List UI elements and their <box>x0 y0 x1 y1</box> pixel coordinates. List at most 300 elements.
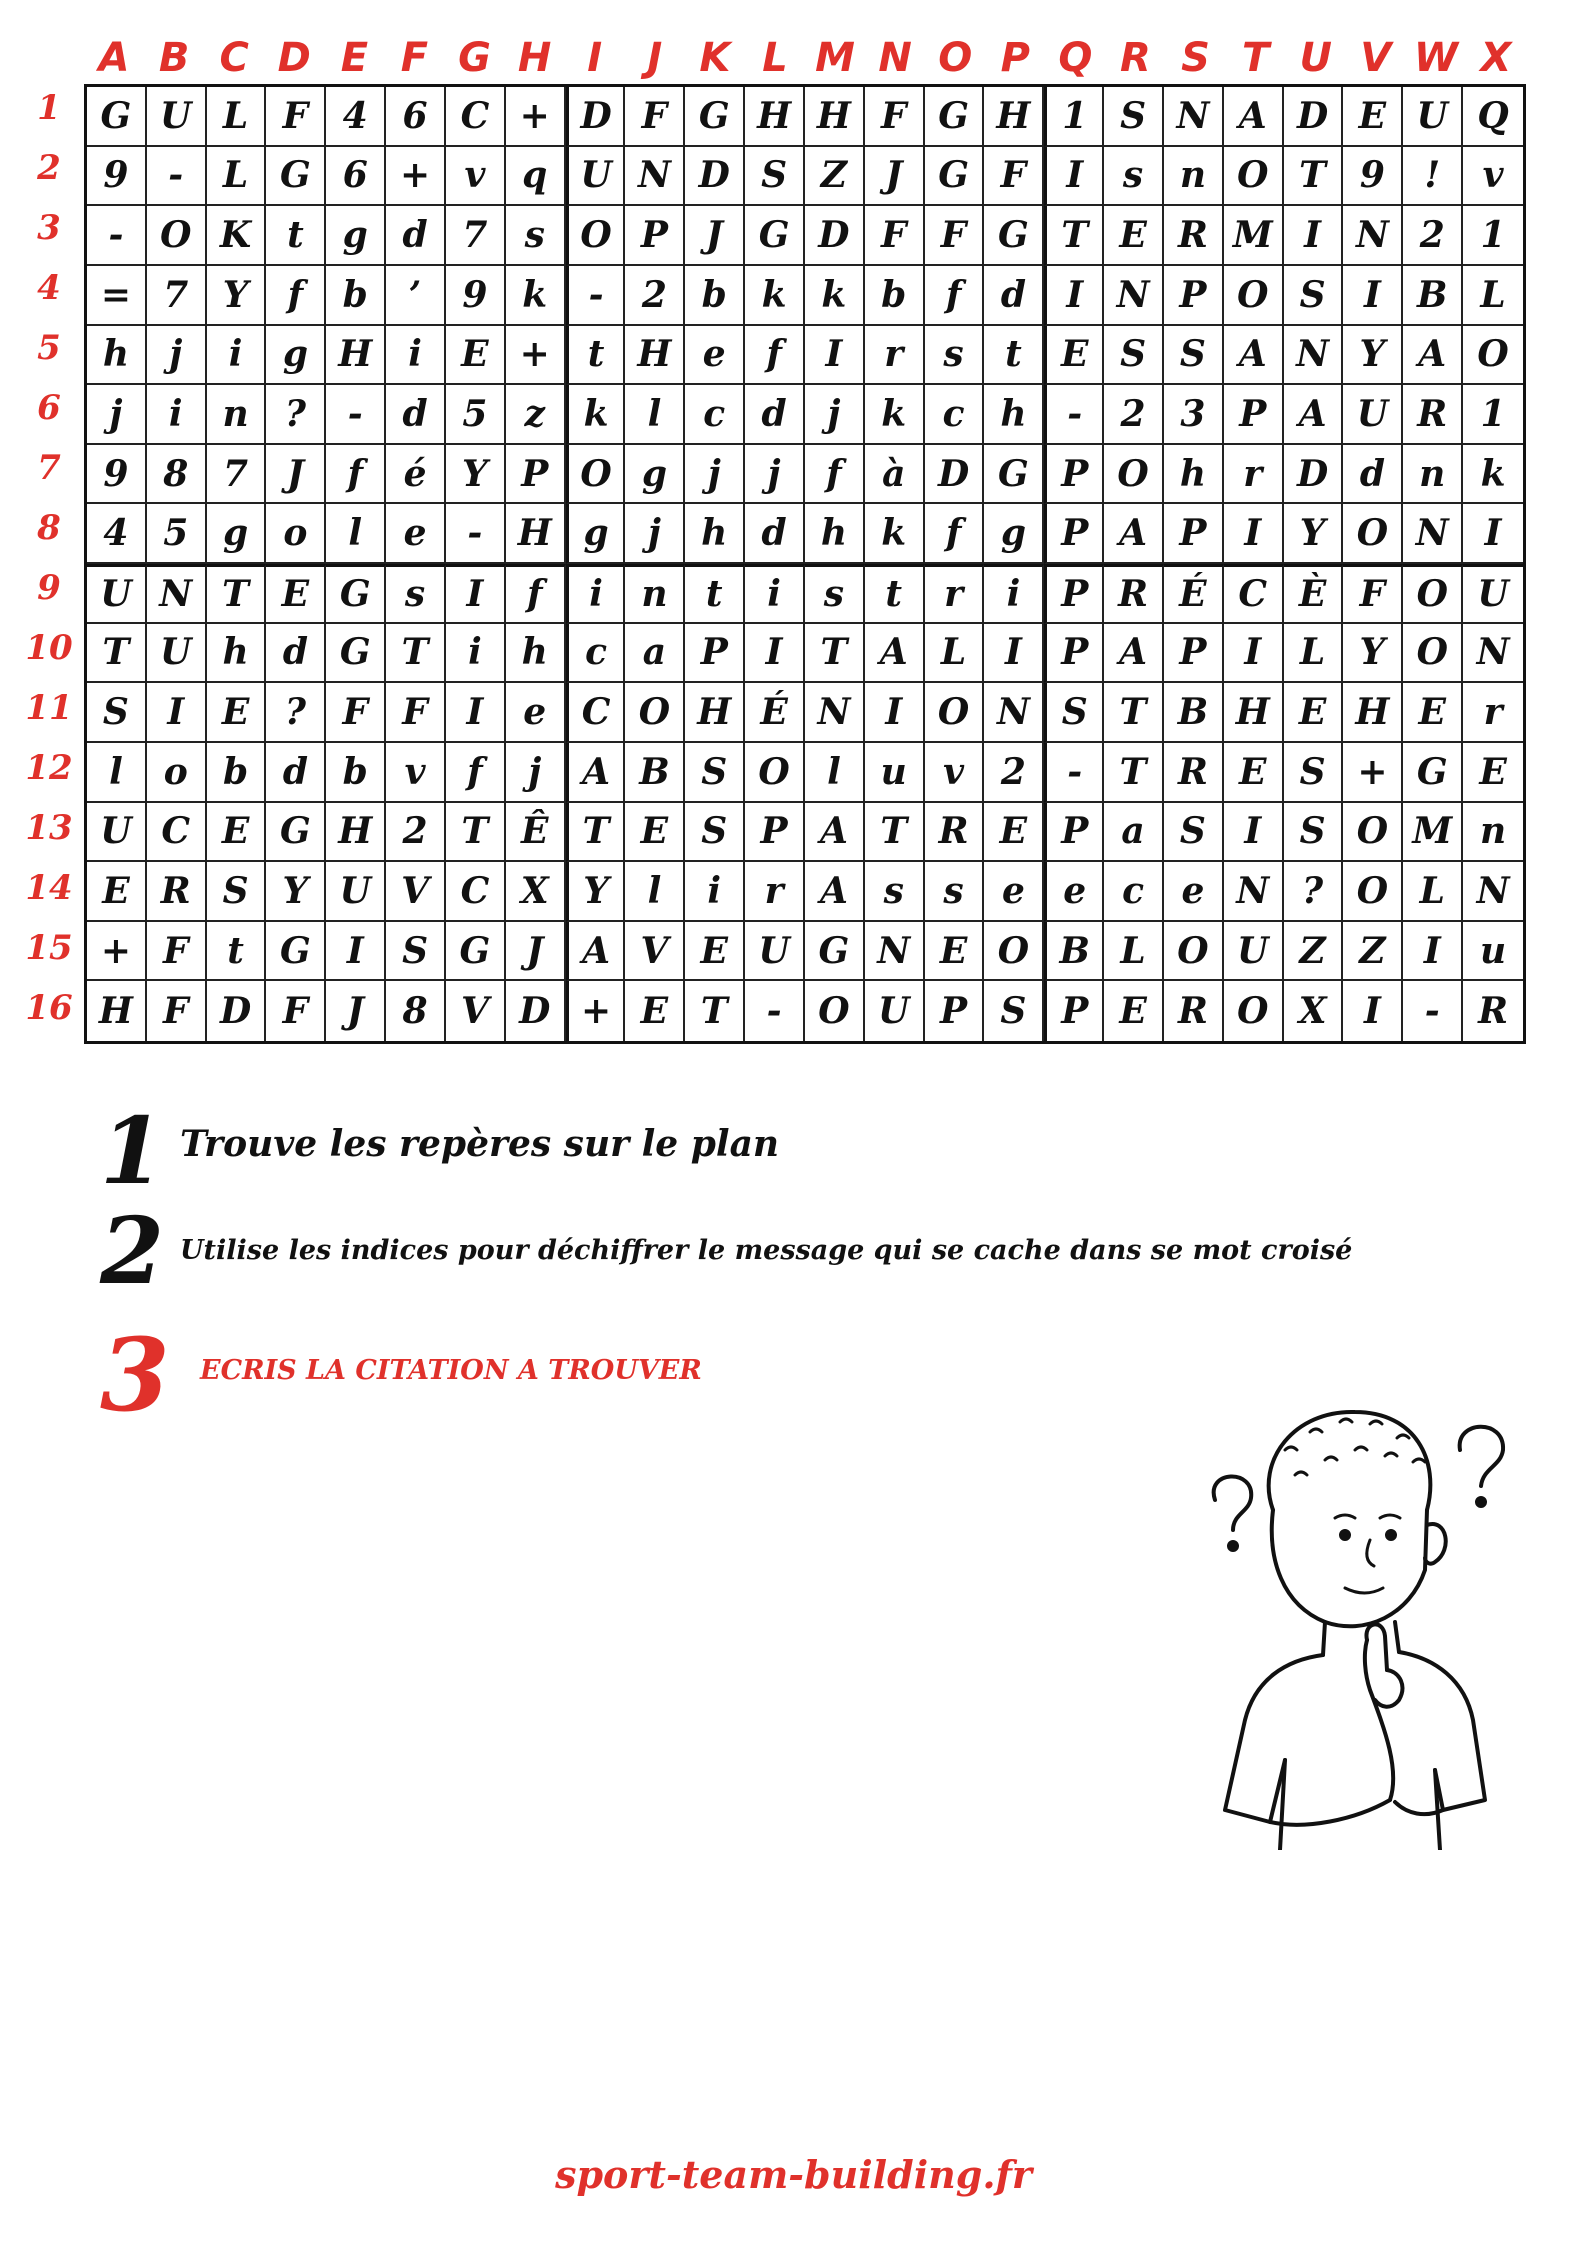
grid-cell: 2 <box>1104 385 1164 445</box>
grid-cell: 3 <box>1164 385 1224 445</box>
grid-cell: T <box>446 803 506 863</box>
step-text: Utilise les indices pour déchiffrer le message qui se cache dans se mot croisé <box>180 1235 1353 1266</box>
grid-cell: O <box>1224 147 1284 207</box>
grid-cell: - <box>326 385 386 445</box>
grid-cell: T <box>685 981 745 1041</box>
grid-cell: A <box>805 862 865 922</box>
grid-cell: r <box>1463 683 1523 743</box>
grid-cell: + <box>1343 743 1403 803</box>
grid-cell: S <box>1284 743 1344 803</box>
website-link[interactable]: sport-team-building.fr <box>555 2152 1032 2197</box>
grid-cell: B <box>625 743 685 803</box>
grid-cell: d <box>386 206 446 266</box>
step-text: ECRIS LA CITATION A TROUVER <box>200 1355 702 1386</box>
grid-cell: g <box>207 504 267 564</box>
grid-cell: G <box>745 206 805 266</box>
grid-cell: E <box>87 862 147 922</box>
grid-cell: S <box>1044 683 1104 743</box>
column-label: A <box>98 35 130 81</box>
grid-cell: E <box>1463 743 1523 803</box>
grid-cell: O <box>1224 981 1284 1041</box>
grid-cell: P <box>925 981 985 1041</box>
row-label: 8 <box>37 508 61 548</box>
grid-cell: R <box>925 803 985 863</box>
grid-cell: d <box>266 743 326 803</box>
grid-cell: N <box>805 683 865 743</box>
grid-cell: e <box>1164 862 1224 922</box>
column-label: N <box>878 35 912 81</box>
grid-cell: l <box>625 385 685 445</box>
grid-cell: c <box>685 385 745 445</box>
grid-cell: A <box>1403 326 1463 386</box>
grid-cell: 1 <box>1463 206 1523 266</box>
grid-cell: J <box>506 922 566 982</box>
grid-cell: 5 <box>446 385 506 445</box>
grid-cell: I <box>745 624 805 684</box>
grid-cell: I <box>446 683 506 743</box>
grid-cell: s <box>386 564 446 624</box>
grid-cell: O <box>147 206 207 266</box>
grid-cell: j <box>625 504 685 564</box>
grid-cell: G <box>87 87 147 147</box>
grid-cell: s <box>865 862 925 922</box>
grid-cell: ! <box>1403 147 1463 207</box>
grid-cell: t <box>984 326 1044 386</box>
grid-cell: g <box>566 504 626 564</box>
grid-cell: O <box>566 445 626 505</box>
grid-cell: q <box>506 147 566 207</box>
row-label: 9 <box>37 568 61 608</box>
grid-cell: J <box>266 445 326 505</box>
row-label: 5 <box>37 328 61 368</box>
grid-cell: d <box>1343 445 1403 505</box>
grid-cell: O <box>925 683 985 743</box>
grid-cell: F <box>865 87 925 147</box>
grid-cell: O <box>805 981 865 1041</box>
grid-cell: K <box>207 206 267 266</box>
grid-cell: D <box>805 206 865 266</box>
grid-cell: f <box>506 564 566 624</box>
grid-cell: f <box>326 445 386 505</box>
grid-cell: 6 <box>386 87 446 147</box>
grid-cell: o <box>266 504 326 564</box>
grid-cell: R <box>1164 206 1224 266</box>
grid-cell: S <box>685 803 745 863</box>
grid-cell: O <box>1343 862 1403 922</box>
grid-cell: B <box>1044 922 1104 982</box>
grid-cell: - <box>1403 981 1463 1041</box>
grid-cell: P <box>1164 624 1224 684</box>
grid-cell: j <box>87 385 147 445</box>
grid-cell: F <box>266 981 326 1041</box>
grid-cell: E <box>1224 743 1284 803</box>
row-label: 1 <box>37 88 61 128</box>
grid-cell: J <box>685 206 745 266</box>
grid-cell: 9 <box>446 266 506 326</box>
grid-cell: V <box>386 862 446 922</box>
grid-cell: 7 <box>147 266 207 326</box>
grid-cell: t <box>266 206 326 266</box>
grid-cell: i <box>984 564 1044 624</box>
grid-cell: E <box>1104 206 1164 266</box>
grid-cell: t <box>685 564 745 624</box>
grid-cell: E <box>625 981 685 1041</box>
grid-cell: ’ <box>386 266 446 326</box>
grid-cell: B <box>1164 683 1224 743</box>
column-label: U <box>1299 35 1332 81</box>
grid-cell: h <box>506 624 566 684</box>
grid-cell: C <box>147 803 207 863</box>
grid-cell: G <box>805 922 865 982</box>
grid-cell: G <box>266 803 326 863</box>
grid-cell: I <box>1463 504 1523 564</box>
grid-cell: e <box>506 683 566 743</box>
grid-cell: U <box>1463 564 1523 624</box>
grid-cell: O <box>625 683 685 743</box>
grid-cell: N <box>625 147 685 207</box>
grid-cell: E <box>446 326 506 386</box>
grid-cell: r <box>1224 445 1284 505</box>
grid-cell: I <box>1284 206 1344 266</box>
grid-cell: D <box>207 981 267 1041</box>
grid-cell: v <box>925 743 985 803</box>
grid-cell: G <box>925 147 985 207</box>
column-label: P <box>1000 35 1030 81</box>
grid-cell: 2 <box>984 743 1044 803</box>
grid-cell: I <box>1044 266 1104 326</box>
grid-cell: G <box>266 147 326 207</box>
grid-cell: P <box>506 445 566 505</box>
grid-cell: 1 <box>1044 87 1104 147</box>
grid-cell: b <box>207 743 267 803</box>
grid-cell: F <box>326 683 386 743</box>
grid-cell: E <box>1284 683 1344 743</box>
grid-cell: O <box>1403 564 1463 624</box>
grid-cell: r <box>925 564 985 624</box>
grid-cell: L <box>925 624 985 684</box>
grid-cell: T <box>1104 683 1164 743</box>
grid-cell: é <box>386 445 446 505</box>
grid-cell: i <box>685 862 745 922</box>
grid-cell: h <box>685 504 745 564</box>
grid-cell: S <box>1164 803 1224 863</box>
column-label: S <box>1181 35 1210 81</box>
grid-cell: S <box>207 862 267 922</box>
grid-cell: s <box>506 206 566 266</box>
grid-cell: R <box>1403 385 1463 445</box>
grid-cell: I <box>865 683 925 743</box>
grid-cell: D <box>1284 87 1344 147</box>
grid-cell: E <box>1104 981 1164 1041</box>
grid-cell: z <box>506 385 566 445</box>
grid-cell: I <box>1044 147 1104 207</box>
grid-cell: v <box>1463 147 1523 207</box>
grid-cell: S <box>1104 87 1164 147</box>
grid-cell: H <box>625 326 685 386</box>
grid-cell: Y <box>1284 504 1344 564</box>
grid-cell: S <box>386 922 446 982</box>
grid-cell: 4 <box>87 504 147 564</box>
grid-cell: 4 <box>326 87 386 147</box>
grid-cell: 7 <box>446 206 506 266</box>
grid-cell: E <box>1403 683 1463 743</box>
grid-cell: I <box>1343 266 1403 326</box>
grid-cell: U <box>326 862 386 922</box>
grid-cell: U <box>147 87 207 147</box>
row-label: 6 <box>37 388 61 428</box>
grid-cell: a <box>625 624 685 684</box>
grid-cell: Z <box>805 147 865 207</box>
grid-cell: E <box>984 803 1044 863</box>
grid-cell: R <box>1164 981 1224 1041</box>
grid-cell: a <box>1104 803 1164 863</box>
grid-cell: R <box>1478 990 1509 1033</box>
grid-cell: P <box>1044 504 1104 564</box>
grid-cell: r <box>745 862 805 922</box>
grid-cell: V <box>446 981 506 1041</box>
grid-cell: A <box>865 624 925 684</box>
grid-cell: d <box>386 385 446 445</box>
grid-cell: R <box>147 862 207 922</box>
grid-cell: U <box>1224 922 1284 982</box>
grid-cell: g <box>984 504 1044 564</box>
grid-cell: F <box>266 87 326 147</box>
grid-cell: N <box>1343 206 1403 266</box>
grid-cell: A <box>1104 504 1164 564</box>
row-label: 10 <box>25 628 73 668</box>
grid-cell: k <box>745 266 805 326</box>
grid-cell: j <box>805 385 865 445</box>
grid-cell: - <box>745 981 805 1041</box>
grid-cell: h <box>207 624 267 684</box>
grid-cell: L <box>1104 922 1164 982</box>
grid-cell: 1 <box>1463 385 1523 445</box>
grid-cell: E <box>207 683 267 743</box>
grid-cell: d <box>745 385 805 445</box>
grid-cell: g <box>266 326 326 386</box>
column-label: J <box>647 35 663 81</box>
grid-cell: E <box>207 803 267 863</box>
grid-cell: d <box>745 504 805 564</box>
grid-cell: A <box>1224 87 1284 147</box>
grid-cell: A <box>1224 326 1284 386</box>
row-label: 16 <box>25 988 73 1028</box>
grid-cell: U <box>865 981 925 1041</box>
grid-cell: H <box>745 87 805 147</box>
row-label: 13 <box>25 808 73 848</box>
grid-cell: g <box>625 445 685 505</box>
grid-cell: k <box>506 266 566 326</box>
grid-cell: P <box>1164 266 1224 326</box>
step-number: 3 <box>100 1316 170 1434</box>
grid-cell: H <box>506 504 566 564</box>
grid-cell: n <box>1403 445 1463 505</box>
grid-cell: i <box>386 326 446 386</box>
grid-cell: M <box>1224 206 1284 266</box>
grid-cell: S <box>1164 326 1224 386</box>
grid-cell: i <box>207 326 267 386</box>
grid-cell: Z <box>1343 922 1403 982</box>
grid-cell: X <box>1284 981 1344 1041</box>
grid-cell: F <box>1343 564 1403 624</box>
grid-cell: G <box>685 87 745 147</box>
grid-cell: S <box>984 981 1044 1041</box>
grid-cell: H <box>87 981 147 1041</box>
grid-cell: l <box>326 504 386 564</box>
row-label: 15 <box>25 928 73 968</box>
grid-cell: 7 <box>207 445 267 505</box>
column-label: M <box>815 35 855 81</box>
grid-cell: F <box>147 922 207 982</box>
grid-cell: O <box>1463 326 1523 386</box>
grid-cell: - <box>1044 385 1104 445</box>
grid-cell: f <box>805 445 865 505</box>
column-label: O <box>938 35 973 81</box>
grid-cell: G <box>984 445 1044 505</box>
grid-cell: + <box>87 922 147 982</box>
grid-cell: v <box>446 147 506 207</box>
grid-cell: G <box>925 87 985 147</box>
column-label: L <box>762 35 788 81</box>
step-number: 2 <box>100 1197 165 1305</box>
grid-cell: P <box>1044 803 1104 863</box>
grid-cell: E <box>1343 87 1403 147</box>
grid-cell: j <box>147 326 207 386</box>
grid-cell: - <box>87 206 147 266</box>
grid-cell: 2 <box>625 266 685 326</box>
grid-cell: c <box>566 624 626 684</box>
grid-cell: F <box>625 87 685 147</box>
grid-cell: T <box>1104 743 1164 803</box>
grid-cell: J <box>865 147 925 207</box>
grid-cell: 6 <box>326 147 386 207</box>
grid-cell: E <box>925 922 985 982</box>
grid-cell: f <box>266 266 326 326</box>
grid-cell: N <box>147 564 207 624</box>
column-label: G <box>458 35 491 81</box>
grid-cell: J <box>326 981 386 1041</box>
grid-cell: P <box>1164 504 1224 564</box>
step-number: 1 <box>100 1097 165 1205</box>
grid-cell: - <box>566 266 626 326</box>
grid-cell: S <box>1104 326 1164 386</box>
grid-cell: L <box>207 87 267 147</box>
grid-cell: e <box>1044 862 1104 922</box>
column-label: X <box>1480 35 1512 81</box>
grid-cell: U <box>147 624 207 684</box>
grid-cell: N <box>865 922 925 982</box>
grid-cell: - <box>1044 743 1104 803</box>
grid-cell: T <box>566 803 626 863</box>
row-label: 14 <box>25 868 73 908</box>
grid-cell: s <box>925 326 985 386</box>
grid-cell: l <box>87 743 147 803</box>
grid-cell: Y <box>566 862 626 922</box>
row-label: 12 <box>25 748 73 788</box>
grid-cell: F <box>925 206 985 266</box>
grid-cell: r <box>865 326 925 386</box>
grid-cell: L <box>1463 266 1523 326</box>
grid-cell: F <box>386 683 446 743</box>
grid-cell: T <box>386 624 446 684</box>
grid-cell: O <box>1224 266 1284 326</box>
grid-cell: u <box>1463 922 1523 982</box>
grid-cell: + <box>386 147 446 207</box>
grid-cell: I <box>1224 803 1284 863</box>
grid-cell: N <box>1463 862 1523 922</box>
grid-cell: f <box>745 326 805 386</box>
column-label: E <box>340 35 369 81</box>
grid-cell: T <box>805 624 865 684</box>
grid-cell: n <box>207 385 267 445</box>
grid-cell: O <box>1104 445 1164 505</box>
grid-cell: N <box>1104 266 1164 326</box>
row-label: 4 <box>37 268 61 308</box>
grid-cell: P <box>1044 445 1104 505</box>
grid-cell: S <box>1284 266 1344 326</box>
grid-cell: d <box>266 624 326 684</box>
grid-cell: Ê <box>506 803 566 863</box>
grid-cell: L <box>1403 862 1463 922</box>
grid-cell: i <box>446 624 506 684</box>
grid-cell: G <box>984 206 1044 266</box>
grid-cell: O <box>566 206 626 266</box>
row-label: 11 <box>25 688 73 728</box>
grid-cell: P <box>1044 624 1104 684</box>
grid-cell: H <box>1343 683 1403 743</box>
grid-cell: F <box>147 981 207 1041</box>
grid-cell: j <box>685 445 745 505</box>
grid-cell: f <box>925 504 985 564</box>
grid-cell: G <box>446 922 506 982</box>
grid-cell: F <box>984 147 1044 207</box>
grid-cell: I <box>1403 922 1463 982</box>
grid-cell: n <box>1164 147 1224 207</box>
grid-cell: F <box>865 206 925 266</box>
thinking-boy-icon <box>1185 1390 1515 1850</box>
grid-cell: C <box>446 862 506 922</box>
grid-cell: g <box>326 206 386 266</box>
column-label: B <box>158 35 190 81</box>
grid-cell: N <box>1284 326 1344 386</box>
column-label: I <box>587 35 603 81</box>
row-label: 7 <box>37 448 61 488</box>
grid-cell: I <box>1343 981 1403 1041</box>
grid-cell: h <box>984 385 1044 445</box>
grid-cell: - <box>446 504 506 564</box>
grid-cell: N <box>984 683 1044 743</box>
grid-cell: 2 <box>1403 206 1463 266</box>
grid-cell: U <box>745 922 805 982</box>
grid-cell: f <box>446 743 506 803</box>
grid-cell: ? <box>266 683 326 743</box>
grid-cell: 9 <box>87 147 147 207</box>
grid-cell: V <box>625 922 685 982</box>
grid-cell: L <box>1284 624 1344 684</box>
grid-cell: I <box>805 326 865 386</box>
grid-cell: S <box>87 683 147 743</box>
grid-cell: G <box>266 922 326 982</box>
column-label: H <box>517 35 552 81</box>
grid-cell: t <box>207 922 267 982</box>
grid-cell: s <box>1104 147 1164 207</box>
grid-cell: A <box>1104 624 1164 684</box>
grid-cell: Y <box>1343 624 1403 684</box>
grid-cell: I <box>326 922 386 982</box>
grid-cell: P <box>685 624 745 684</box>
grid-cell: C <box>566 683 626 743</box>
grid-cell: l <box>625 862 685 922</box>
